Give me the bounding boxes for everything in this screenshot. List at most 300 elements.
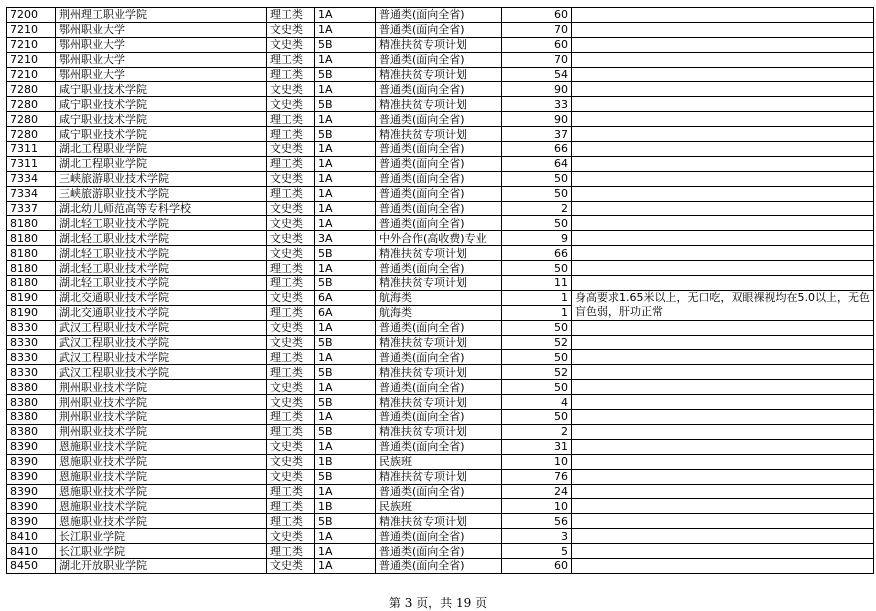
plan-type-cell: 普通类(面向全省) — [376, 544, 502, 559]
batch-code-cell: 5B — [315, 276, 376, 291]
school-name-cell: 咸宁职业技术学院 — [56, 97, 267, 112]
subject-category-cell: 理工类 — [267, 8, 315, 23]
plan-count-cell: 50 — [502, 171, 572, 186]
batch-code-cell: 1A — [315, 320, 376, 335]
plan-type-cell: 普通类(面向全省) — [376, 261, 502, 276]
plan-count-cell: 60 — [502, 37, 572, 52]
batch-code-cell: 5B — [315, 514, 376, 529]
subject-category-cell: 理工类 — [267, 484, 315, 499]
school-code-cell: 7210 — [7, 52, 56, 67]
remark-cell — [572, 112, 874, 127]
table-row — [7, 67, 874, 82]
subject-category-cell: 文史类 — [267, 22, 315, 37]
table-body — [7, 8, 874, 574]
batch-code-cell: 1A — [315, 186, 376, 201]
plan-count-cell: 70 — [502, 22, 572, 37]
batch-code-cell: 1A — [315, 529, 376, 544]
subject-category-cell: 文史类 — [267, 142, 315, 157]
plan-type-cell: 普通类(面向全省) — [376, 112, 502, 127]
subject-category-cell: 文史类 — [267, 469, 315, 484]
table-row — [7, 22, 874, 37]
table-row — [7, 171, 874, 186]
batch-code-cell: 5B — [315, 127, 376, 142]
plan-count-cell: 50 — [502, 186, 572, 201]
school-code-cell: 7210 — [7, 22, 56, 37]
table-row — [7, 558, 874, 573]
remark-cell — [572, 127, 874, 142]
plan-type-cell: 精准扶贫专项计划 — [376, 37, 502, 52]
school-code-cell: 8380 — [7, 424, 56, 439]
batch-code-cell: 6A — [315, 305, 376, 320]
plan-count-cell: 64 — [502, 156, 572, 171]
plan-type-cell: 精准扶贫专项计划 — [376, 97, 502, 112]
subject-category-cell: 文史类 — [267, 37, 315, 52]
remark-cell — [572, 290, 874, 318]
school-code-cell: 8450 — [7, 558, 56, 573]
remark-cell — [572, 350, 874, 365]
remark-text: 身高要求1.65米以上，无口吃，双眼裸视均在5.0以上，无色盲色弱，肝功正常 — [575, 290, 870, 318]
plan-count-cell: 50 — [502, 350, 572, 365]
subject-category-cell: 理工类 — [267, 156, 315, 171]
table-row — [7, 484, 874, 499]
table-row — [7, 380, 874, 395]
plan-count-cell: 52 — [502, 335, 572, 350]
remark-cell — [572, 201, 874, 216]
batch-code-cell: 5B — [315, 246, 376, 261]
table-row — [7, 216, 874, 231]
plan-type-cell: 精准扶贫专项计划 — [376, 365, 502, 380]
table-row — [7, 499, 874, 514]
remark-cell — [572, 171, 874, 186]
school-code-cell: 8390 — [7, 499, 56, 514]
plan-type-cell: 普通类(面向全省) — [376, 201, 502, 216]
batch-code-cell: 1B — [315, 454, 376, 469]
school-code-cell: 8330 — [7, 335, 56, 350]
remark-cell — [572, 216, 874, 231]
plan-type-cell: 普通类(面向全省) — [376, 186, 502, 201]
table-row — [7, 395, 874, 410]
plan-count-cell: 50 — [502, 261, 572, 276]
batch-code-cell: 5B — [315, 395, 376, 410]
school-name-cell: 湖北交通职业技术学院 — [56, 290, 267, 305]
school-code-cell: 8410 — [7, 544, 56, 559]
remark-cell — [572, 469, 874, 484]
batch-code-cell: 1A — [315, 439, 376, 454]
subject-category-cell: 理工类 — [267, 52, 315, 67]
school-code-cell: 8380 — [7, 380, 56, 395]
subject-category-cell: 理工类 — [267, 365, 315, 380]
batch-code-cell: 5B — [315, 97, 376, 112]
school-name-cell: 荆州职业技术学院 — [56, 410, 267, 425]
subject-category-cell: 文史类 — [267, 97, 315, 112]
school-code-cell: 8380 — [7, 410, 56, 425]
plan-type-cell: 民族班 — [376, 454, 502, 469]
batch-code-cell: 3A — [315, 231, 376, 246]
remark-cell — [572, 395, 874, 410]
table-row — [7, 320, 874, 335]
table-row — [7, 305, 874, 320]
table-row — [7, 127, 874, 142]
plan-count-cell: 2 — [502, 424, 572, 439]
plan-type-cell: 普通类(面向全省) — [376, 529, 502, 544]
remark-cell — [572, 484, 874, 499]
subject-category-cell: 文史类 — [267, 454, 315, 469]
table-row — [7, 112, 874, 127]
plan-type-cell: 中外合作(高收费)专业 — [376, 231, 502, 246]
remark-cell — [572, 410, 874, 425]
plan-count-cell: 76 — [502, 469, 572, 484]
plan-count-cell: 1 — [502, 305, 572, 320]
school-name-cell: 湖北轻工职业技术学院 — [56, 261, 267, 276]
remark-cell — [572, 305, 874, 320]
table-row — [7, 246, 874, 261]
batch-code-cell: 1A — [315, 544, 376, 559]
subject-category-cell: 文史类 — [267, 201, 315, 216]
plan-type-cell: 普通类(面向全省) — [376, 156, 502, 171]
batch-code-cell: 1A — [315, 410, 376, 425]
batch-code-cell: 1A — [315, 484, 376, 499]
school-code-cell: 8390 — [7, 454, 56, 469]
remark-cell — [572, 514, 874, 529]
subject-category-cell: 理工类 — [267, 276, 315, 291]
school-name-cell: 武汉工程职业技术学院 — [56, 320, 267, 335]
plan-count-cell: 52 — [502, 365, 572, 380]
page-footer: 第 3 页，共 19 页 — [388, 596, 488, 610]
remark-cell — [572, 335, 874, 350]
school-code-cell: 7280 — [7, 82, 56, 97]
table-row — [7, 410, 874, 425]
school-code-cell: 8330 — [7, 350, 56, 365]
school-name-cell: 咸宁职业技术学院 — [56, 112, 267, 127]
plan-count-cell: 2 — [502, 201, 572, 216]
school-code-cell: 8390 — [7, 439, 56, 454]
plan-count-cell: 10 — [502, 454, 572, 469]
remark-cell — [572, 97, 874, 112]
remark-cell — [572, 261, 874, 276]
batch-code-cell: 1A — [315, 201, 376, 216]
batch-code-cell: 1A — [315, 261, 376, 276]
plan-count-cell: 24 — [502, 484, 572, 499]
remark-cell — [572, 8, 874, 23]
subject-category-cell: 文史类 — [267, 231, 315, 246]
school-name-cell: 咸宁职业技术学院 — [56, 127, 267, 142]
school-name-cell: 湖北轻工职业技术学院 — [56, 276, 267, 291]
plan-type-cell: 精准扶贫专项计划 — [376, 424, 502, 439]
remark-cell — [572, 454, 874, 469]
school-code-cell: 7334 — [7, 171, 56, 186]
remark-cell — [572, 276, 874, 291]
plan-count-cell: 70 — [502, 52, 572, 67]
subject-category-cell: 文史类 — [267, 216, 315, 231]
table-row — [7, 8, 874, 23]
school-name-cell: 湖北工程职业学院 — [56, 142, 267, 157]
school-name-cell: 武汉工程职业技术学院 — [56, 350, 267, 365]
school-name-cell: 恩施职业技术学院 — [56, 514, 267, 529]
school-code-cell: 7280 — [7, 127, 56, 142]
plan-type-cell: 普通类(面向全省) — [376, 558, 502, 573]
plan-type-cell: 精准扶贫专项计划 — [376, 514, 502, 529]
subject-category-cell: 理工类 — [267, 305, 315, 320]
school-name-cell: 湖北幼儿师范高等专科学校 — [56, 201, 267, 216]
school-name-cell: 武汉工程职业技术学院 — [56, 365, 267, 380]
remark-cell — [572, 499, 874, 514]
table-row — [7, 544, 874, 559]
table-row — [7, 350, 874, 365]
plan-count-cell: 11 — [502, 276, 572, 291]
school-name-cell: 荆州职业技术学院 — [56, 380, 267, 395]
plan-type-cell: 普通类(面向全省) — [376, 171, 502, 186]
plan-count-cell: 60 — [502, 8, 572, 23]
school-name-cell: 荆州职业技术学院 — [56, 424, 267, 439]
school-code-cell: 8410 — [7, 529, 56, 544]
school-name-cell: 咸宁职业技术学院 — [56, 82, 267, 97]
school-code-cell: 8180 — [7, 261, 56, 276]
table-row — [7, 335, 874, 350]
plan-type-cell: 普通类(面向全省) — [376, 410, 502, 425]
plan-count-cell: 90 — [502, 112, 572, 127]
school-name-cell: 长江职业学院 — [56, 529, 267, 544]
plan-type-cell: 普通类(面向全省) — [376, 22, 502, 37]
school-name-cell: 恩施职业技术学院 — [56, 469, 267, 484]
school-name-cell: 长江职业学院 — [56, 544, 267, 559]
subject-category-cell: 理工类 — [267, 186, 315, 201]
plan-type-cell: 民族班 — [376, 499, 502, 514]
plan-count-cell: 4 — [502, 395, 572, 410]
school-code-cell: 8180 — [7, 276, 56, 291]
subject-category-cell: 文史类 — [267, 335, 315, 350]
batch-code-cell: 5B — [315, 365, 376, 380]
batch-code-cell: 1A — [315, 8, 376, 23]
plan-count-cell: 10 — [502, 499, 572, 514]
school-name-cell: 荆州理工职业学院 — [56, 8, 267, 23]
school-name-cell: 湖北开放职业学院 — [56, 558, 267, 573]
plan-count-cell: 50 — [502, 380, 572, 395]
subject-category-cell: 文史类 — [267, 246, 315, 261]
school-name-cell: 恩施职业技术学院 — [56, 439, 267, 454]
table-row — [7, 290, 874, 305]
school-code-cell: 8190 — [7, 305, 56, 320]
remark-cell — [572, 558, 874, 573]
plan-type-cell: 精准扶贫专项计划 — [376, 246, 502, 261]
school-name-cell: 湖北轻工职业技术学院 — [56, 246, 267, 261]
batch-code-cell: 1A — [315, 216, 376, 231]
school-code-cell: 8180 — [7, 216, 56, 231]
school-code-cell: 7280 — [7, 112, 56, 127]
plan-count-cell: 9 — [502, 231, 572, 246]
plan-type-cell: 普通类(面向全省) — [376, 142, 502, 157]
batch-code-cell: 1A — [315, 112, 376, 127]
plan-type-cell: 普通类(面向全省) — [376, 216, 502, 231]
subject-category-cell: 理工类 — [267, 127, 315, 142]
subject-category-cell: 理工类 — [267, 261, 315, 276]
plan-count-cell: 37 — [502, 127, 572, 142]
plan-type-cell: 普通类(面向全省) — [376, 52, 502, 67]
subject-category-cell: 文史类 — [267, 290, 315, 305]
plan-count-cell: 5 — [502, 544, 572, 559]
school-name-cell: 鄂州职业大学 — [56, 22, 267, 37]
plan-type-cell: 普通类(面向全省) — [376, 320, 502, 335]
school-code-cell: 8180 — [7, 246, 56, 261]
plan-count-cell: 3 — [502, 529, 572, 544]
admission-plan-table — [6, 7, 874, 574]
school-code-cell: 8390 — [7, 514, 56, 529]
batch-code-cell: 1A — [315, 22, 376, 37]
subject-category-cell: 文史类 — [267, 380, 315, 395]
batch-code-cell: 5B — [315, 335, 376, 350]
school-code-cell: 7311 — [7, 156, 56, 171]
plan-count-cell: 31 — [502, 439, 572, 454]
school-name-cell: 恩施职业技术学院 — [56, 454, 267, 469]
subject-category-cell: 文史类 — [267, 529, 315, 544]
subject-category-cell: 文史类 — [267, 439, 315, 454]
table-row — [7, 142, 874, 157]
table-row — [7, 276, 874, 291]
school-name-cell: 湖北轻工职业技术学院 — [56, 231, 267, 246]
table-row — [7, 186, 874, 201]
plan-type-cell: 精准扶贫专项计划 — [376, 67, 502, 82]
school-name-cell: 三峡旅游职业技术学院 — [56, 171, 267, 186]
subject-category-cell: 文史类 — [267, 171, 315, 186]
school-name-cell: 湖北工程职业学院 — [56, 156, 267, 171]
table-row — [7, 514, 874, 529]
subject-category-cell: 文史类 — [267, 395, 315, 410]
subject-category-cell: 理工类 — [267, 67, 315, 82]
batch-code-cell: 5B — [315, 67, 376, 82]
batch-code-cell: 5B — [315, 469, 376, 484]
plan-count-cell: 1 — [502, 290, 572, 305]
table-row — [7, 529, 874, 544]
school-code-cell: 7311 — [7, 142, 56, 157]
school-name-cell: 恩施职业技术学院 — [56, 484, 267, 499]
subject-category-cell: 文史类 — [267, 82, 315, 97]
remark-cell — [572, 67, 874, 82]
plan-type-cell: 普通类(面向全省) — [376, 8, 502, 23]
table-row — [7, 439, 874, 454]
subject-category-cell: 理工类 — [267, 424, 315, 439]
table-row — [7, 231, 874, 246]
batch-code-cell: 1A — [315, 380, 376, 395]
plan-count-cell: 56 — [502, 514, 572, 529]
subject-category-cell: 理工类 — [267, 350, 315, 365]
batch-code-cell: 1A — [315, 142, 376, 157]
plan-count-cell: 66 — [502, 142, 572, 157]
table-row — [7, 261, 874, 276]
school-name-cell: 湖北轻工职业技术学院 — [56, 216, 267, 231]
plan-type-cell: 普通类(面向全省) — [376, 82, 502, 97]
school-name-cell: 恩施职业技术学院 — [56, 499, 267, 514]
subject-category-cell: 文史类 — [267, 558, 315, 573]
school-code-cell: 7334 — [7, 186, 56, 201]
remark-cell — [572, 320, 874, 335]
school-name-cell: 湖北交通职业技术学院 — [56, 305, 267, 320]
school-code-cell: 8330 — [7, 320, 56, 335]
school-code-cell: 8180 — [7, 231, 56, 246]
school-name-cell: 武汉工程职业技术学院 — [56, 335, 267, 350]
school-code-cell: 8390 — [7, 484, 56, 499]
plan-count-cell: 33 — [502, 97, 572, 112]
school-name-cell: 荆州职业技术学院 — [56, 395, 267, 410]
batch-code-cell: 1A — [315, 171, 376, 186]
plan-count-cell: 54 — [502, 67, 572, 82]
batch-code-cell: 1A — [315, 52, 376, 67]
batch-code-cell: 5B — [315, 37, 376, 52]
plan-type-cell: 精准扶贫专项计划 — [376, 335, 502, 350]
plan-type-cell: 精准扶贫专项计划 — [376, 395, 502, 410]
plan-type-cell: 普通类(面向全省) — [376, 439, 502, 454]
plan-type-cell: 航海类 — [376, 305, 502, 320]
school-code-cell: 8330 — [7, 365, 56, 380]
school-name-cell: 鄂州职业大学 — [56, 67, 267, 82]
table-row — [7, 52, 874, 67]
batch-code-cell: 1A — [315, 82, 376, 97]
remark-cell — [572, 544, 874, 559]
plan-type-cell: 普通类(面向全省) — [376, 484, 502, 499]
remark-cell — [572, 82, 874, 97]
subject-category-cell: 理工类 — [267, 544, 315, 559]
plan-count-cell: 50 — [502, 216, 572, 231]
school-code-cell: 8380 — [7, 395, 56, 410]
batch-code-cell: 6A — [315, 290, 376, 305]
school-code-cell: 8390 — [7, 469, 56, 484]
school-name-cell: 三峡旅游职业技术学院 — [56, 186, 267, 201]
remark-cell — [572, 439, 874, 454]
batch-code-cell: 1B — [315, 499, 376, 514]
subject-category-cell: 理工类 — [267, 514, 315, 529]
table-row — [7, 469, 874, 484]
remark-cell — [572, 365, 874, 380]
school-code-cell: 7210 — [7, 37, 56, 52]
subject-category-cell: 理工类 — [267, 410, 315, 425]
remark-cell — [572, 22, 874, 37]
table-row — [7, 201, 874, 216]
table-row — [7, 365, 874, 380]
remark-cell — [572, 529, 874, 544]
school-code-cell: 7280 — [7, 97, 56, 112]
subject-category-cell: 文史类 — [267, 320, 315, 335]
school-name-cell: 鄂州职业大学 — [56, 37, 267, 52]
table-row — [7, 156, 874, 171]
table-row — [7, 82, 874, 97]
batch-code-cell: 1A — [315, 350, 376, 365]
remark-cell — [572, 380, 874, 395]
plan-type-cell: 航海类 — [376, 290, 502, 305]
plan-type-cell: 精准扶贫专项计划 — [376, 127, 502, 142]
remark-cell — [572, 231, 874, 246]
plan-count-cell: 90 — [502, 82, 572, 97]
plan-type-cell: 普通类(面向全省) — [376, 380, 502, 395]
remark-cell — [572, 246, 874, 261]
school-code-cell: 8190 — [7, 290, 56, 305]
plan-count-cell: 50 — [502, 410, 572, 425]
batch-code-cell: 5B — [315, 424, 376, 439]
remark-cell — [572, 142, 874, 157]
plan-type-cell: 精准扶贫专项计划 — [376, 469, 502, 484]
remark-cell — [572, 186, 874, 201]
plan-count-cell: 60 — [502, 558, 572, 573]
table-row — [7, 454, 874, 469]
remark-cell — [572, 424, 874, 439]
plan-count-cell: 66 — [502, 246, 572, 261]
table-row — [7, 97, 874, 112]
batch-code-cell: 1A — [315, 156, 376, 171]
remark-cell — [572, 52, 874, 67]
school-name-cell: 鄂州职业大学 — [56, 52, 267, 67]
remark-cell — [572, 37, 874, 52]
table-row — [7, 37, 874, 52]
plan-count-cell: 50 — [502, 320, 572, 335]
plan-type-cell: 精准扶贫专项计划 — [376, 276, 502, 291]
school-code-cell: 7200 — [7, 8, 56, 23]
